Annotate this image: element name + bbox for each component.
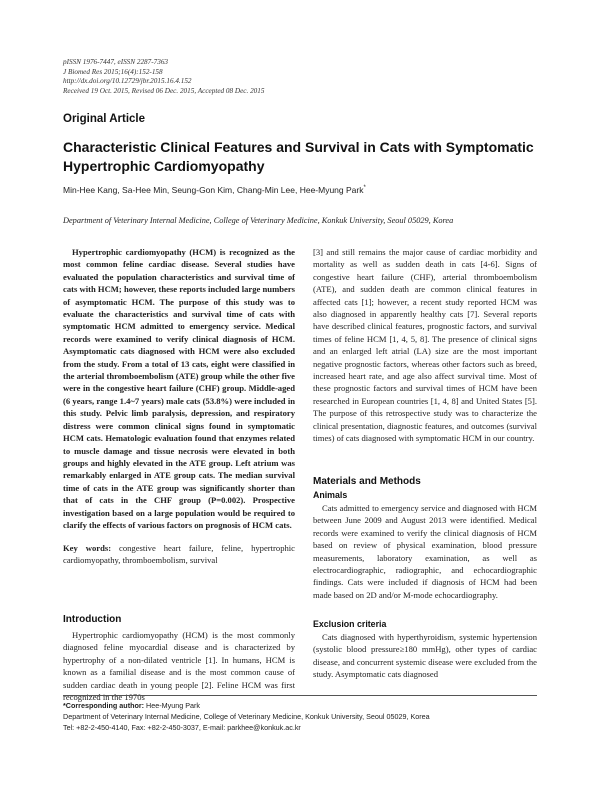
methods-heading: Materials and Methods [313, 476, 421, 487]
corresponding-mark: * [363, 185, 366, 192]
introduction-heading: Introduction [63, 614, 122, 625]
dates-line: Received 19 Oct. 2015, Revised 06 Dec. 2015, Accepted 08 Dec. 2015 [63, 86, 265, 95]
corresponding-label: *Corresponding author: [63, 701, 145, 710]
author-names: Min-Hee Kang, Sa-Hee Min, Seung-Gon Kim, Chang-Min Lee, Hee-Myung Park [63, 185, 364, 195]
exclusion-text: Cats diagnosed with hyperthyroidism, systemic hypertension (systolic blood pressure≥180 mmHg), other types of cardiac disease, and concurrent systemic disease were excluded from the study. Asymptomatic cats diagnosed [313, 632, 537, 680]
article-title: Characteristic Clinical Features and Survival in Cats with Symptomatic Hypertrophic Cardiomyopathy [63, 139, 534, 174]
introduction-text: Hypertrophic cardiomyopathy (HCM) is the most commonly diagnosed feline myocardial disease and is characterized by hypertrophy of a non-dilated ventricle [1]. In humans, HCM is known as a familial disease and is the most common cause of sudden cardiac death in young people [2]. Feline HCM was first recognized in the 1970s [63, 630, 295, 703]
affiliation: Department of Veterinary Internal Medicine, College of Veterinary Medicine, Konkuk University, Seoul 05029, Korea [63, 216, 454, 225]
exclusion-heading: Exclusion criteria [313, 619, 387, 629]
corresponding-address: Department of Veterinary Internal Medicine, College of Veterinary Medicine, Konkuk University, Seoul 05029, Korea [63, 712, 430, 721]
keywords [63, 542, 295, 567]
article-type-label: Original Article [63, 113, 146, 125]
corresponding-line [63, 700, 430, 711]
footnote-divider [63, 695, 537, 696]
author-list [63, 185, 366, 195]
corresponding-name: Hee-Myung Park [144, 701, 200, 710]
animals-text: Cats admitted to emergency service and diagnosed with HCM between June 2009 and August 2013 were identified. Medical records were examined to verify the clinical diagnosis of HCM based on review of physical examination, blood pressure measurements, laboratory examination, as well as electrocardiographic, radiographic, and echocardiographic findings. Cats were included if diagnosis of HCM had been made based on 2D and/or M-mode echocardiography. [313, 503, 537, 600]
corresponding-author-footnote [63, 700, 430, 733]
journal-metadata [63, 58, 264, 96]
introduction-continued: [3] and still remains the major cause of cardiac morbidity and mortality as well as sudden death in cats [4-6]. Signs of congestive heart failure (CHF), arterial thromboembolism (ATE), and sudden death are common clinical features in affected cats [1]; however, a recent study reported HCM was also diagnosed in apparently healthy cats [7]. Several reports have described clinical features, prognostic factors, and survival times of feline HCM [1, 4, 5, 8]. The presence of clinical signs and an enlarged left atrial (LA) size are the most important negative prognostic factors, whereas other factors such as breed, increased heart rate, and age also affect survival time. Most of these prognostic factors and survival times of HCM have been researched in European countries [1, 4, 8] and United States [5]. The purpose of this retrospective study was to characterize the clinical presentation, diagnostic features, and outcomes (survival times) of cats diagnosed with symptomatic HCM in our country. [313, 247, 537, 444]
issn-line: pISSN 1976-7447, eISSN 2287-7363 [63, 58, 169, 66]
animals-heading: Animals [313, 490, 348, 500]
doi-link[interactable]: http://dx.doi.org/10.12729/jbr.2015.16.4.152 [63, 77, 192, 85]
keywords-label: Key words: [63, 543, 112, 553]
citation-line: J Biomed Res 2015;16(4):152-158 [63, 67, 163, 76]
corresponding-contact: Tel: +82-2-450-4140, Fax: +82-2-450-3037, E-mail: parkhee@konkuk.ac.kr [63, 723, 301, 732]
abstract: Hypertrophic cardiomyopathy (HCM) is recognized as the most common feline cardiac disease. Several studies have evaluated the population characteristics and survival time of cats with HCM; however, these reports included large numbers of asymptomatic HCM. The purpose of this study was to evaluate the characteristics and survival time of cats with symptomatic HCM admitted to emergency service. Medical records were examined to verify clinical diagnosis of HCM. Asymptomatic cats diagnosed with HCM were also excluded from the study. From a total of 13 cats, eight were classified in the arterial thromboembolism (ATE) group while the other five were in the congestive heart failure (CHF) group. Middle-aged (6 years, range 1.4~7 years) male cats (53.8%) were included in this study. Pelvic limb paralysis, depression, and respiratory distress were common clinical signs found in symptomatic HCM cats. Hematologic evaluation found that enzymes related to muscle damage and tissue necrosis were elevated in both groups and highly elevated in the ATE group. Left atrium was remarkably enlarged in ATE group cats. The median survival time of cats in the ATE group was significantly shorter than that of cats in the CHF group (P=0.002). Prospective investigation based on a large population would be required to clarify the effects of various factors on prognosis of HCM cats. [63, 247, 295, 530]
keywords-text: congestive heart failure, feline, hypertrophic cardiomyopathy, thromboembolism, survival [63, 543, 295, 566]
